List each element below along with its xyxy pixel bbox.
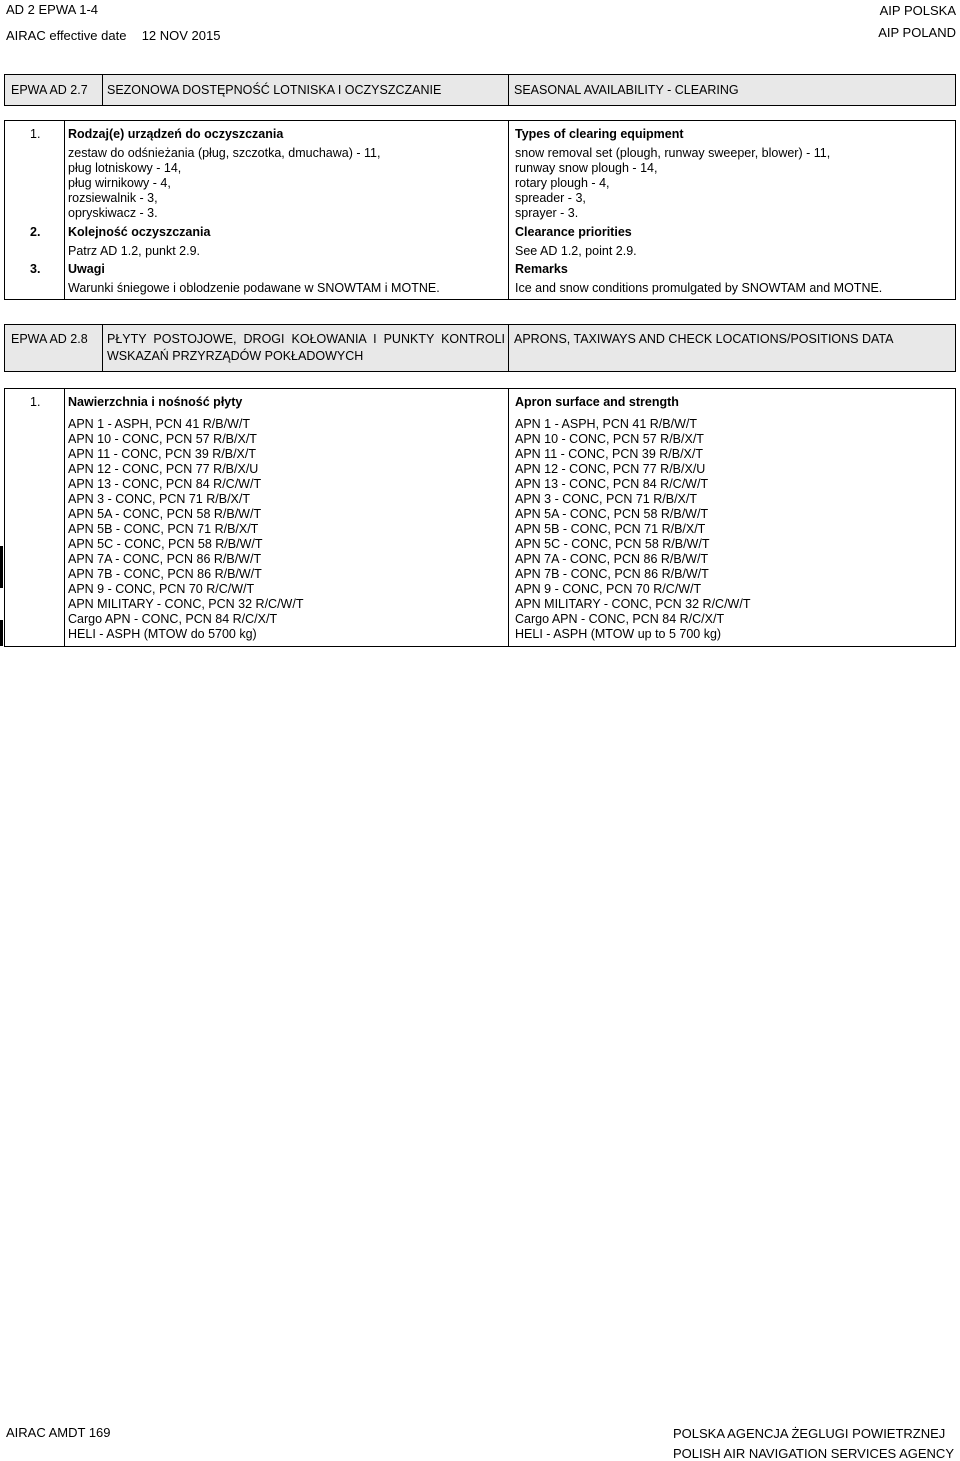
list-item: APN 5A - CONC, PCN 58 R/B/W/T [515,507,709,521]
apron-list-pl [68,417,303,642]
list-item: APN 11 - CONC, PCN 39 R/B/X/T [515,447,704,461]
list-item: APN 13 - CONC, PCN 84 R/C/W/T [515,477,709,491]
list-item: rotary plough - 4, [515,176,610,190]
list-item: APN 7B - CONC, PCN 86 R/B/W/T [515,567,709,581]
apron-surface-heading-pl: Nawierzchnia i nośność płyty [68,395,243,409]
change-bar [0,546,3,588]
list-item: APN 7A - CONC, PCN 86 R/B/W/T [68,552,262,566]
aip-polska-label: AIP POLSKA [879,3,956,18]
clearance-priorities-heading-pl: Kolejność oczyszczania [68,225,211,239]
item-number: 3. [30,262,41,276]
list-item: APN 13 - CONC, PCN 84 R/C/W/T [68,477,262,491]
section-27-body [4,120,956,300]
list-item: runway snow plough - 14, [515,161,658,175]
section-27-code: EPWA AD 2.7 [11,83,88,97]
clearing-equipment-heading-en: Types of clearing equipment [515,127,684,141]
list-item: snow removal set (plough, runway sweeper, blower) - 11, [515,146,831,160]
remarks-text-en: Ice and snow conditions promulgated by SNOWTAM and MOTNE. [515,281,883,295]
section-28-title-pl-line-1: PŁYTY POSTOJOWE, DROGI KOŁOWANIA I PUNKTY KONTROLI [107,332,505,346]
list-item: APN 1 - ASPH, PCN 41 R/B/W/T [515,417,697,431]
list-item: APN 12 - CONC, PCN 77 R/B/X/U [515,462,706,476]
list-item: zestaw do odśnieżania (pług, szczotka, dmuchawa) - 11, [68,146,381,160]
airac-label: AIRAC effective date [6,28,127,43]
section-28-code: EPWA AD 2.8 [11,332,88,346]
list-item: opryskiwacz - 3. [68,206,158,220]
list-item: HELI - ASPH (MTOW do 5700 kg) [68,627,257,641]
list-item: APN 9 - CONC, PCN 70 R/C/W/T [68,582,255,596]
list-item: Cargo APN - CONC, PCN 84 R/C/X/T [68,612,278,626]
item-number: 1. [30,395,41,409]
list-item: APN 5C - CONC, PCN 58 R/B/W/T [68,537,263,551]
section-28-body [4,388,956,647]
document-id: AD 2 EPWA 1-4 [6,2,98,17]
list-item: APN 5B - CONC, PCN 71 R/B/X/T [68,522,259,536]
list-item: APN 3 - CONC, PCN 71 R/B/X/T [68,492,250,506]
remarks-heading-pl: Uwagi [68,262,105,276]
list-item: APN 5A - CONC, PCN 58 R/B/W/T [68,507,262,521]
footer-organization [673,1426,954,1461]
remarks-heading-en: Remarks [515,262,568,276]
clearance-priorities-text-pl: Patrz AD 1.2, punkt 2.9. [68,244,201,258]
aip-poland-label: AIP POLAND [878,25,956,40]
section-28-title-en: APRONS, TAXIWAYS AND CHECK LOCATIONS/POSITIONS DATA [514,332,894,346]
list-item: APN 9 - CONC, PCN 70 R/C/W/T [515,582,702,596]
list-item: APN 1 - ASPH, PCN 41 R/B/W/T [68,417,250,431]
list-item: Cargo APN - CONC, PCN 84 R/C/X/T [515,612,725,626]
clearing-equipment-list-pl [68,146,380,221]
list-item: spreader - 3, [515,191,586,205]
item-number: 1. [30,127,41,141]
remarks-text-pl: Warunki śniegowe i oblodzenie podawane w SNOWTAM i MOTNE. [68,281,440,295]
clearing-equipment-heading-pl: Rodzaj(e) urządzeń do oczyszczania [68,127,284,141]
list-item: HELI - ASPH (MTOW up to 5 700 kg) [515,627,722,641]
change-bar [0,620,3,646]
section-27-title-pl: SEZONOWA DOSTĘPNOŚĆ LOTNISKA I OCZYSZCZANIE [107,83,442,97]
list-item: pług lotniskowy - 14, [68,161,182,175]
list-item: rozsiewalnik - 3, [68,191,158,205]
list-item: APN 7B - CONC, PCN 86 R/B/W/T [68,567,262,581]
list-item: APN 12 - CONC, PCN 77 R/B/X/U [68,462,259,476]
list-item: APN 5C - CONC, PCN 58 R/B/W/T [515,537,710,551]
list-item: APN 7A - CONC, PCN 86 R/B/W/T [515,552,709,566]
apron-list-en [515,417,750,642]
section-28-title-pl [107,332,505,366]
list-item: APN MILITARY - CONC, PCN 32 R/C/W/T [515,597,751,611]
airac-date: 12 NOV 2015 [141,28,221,43]
section-28-title-pl-line-2: WSKAZAŃ PRZYRZĄDÓW POKŁADOWYCH [107,349,364,363]
section-27-title-en: SEASONAL AVAILABILITY - CLEARING [514,83,739,97]
item-number: 2. [30,225,41,239]
airac-effective-label [6,28,220,43]
apron-surface-heading-en: Apron surface and strength [515,395,679,409]
list-item: APN 10 - CONC, PCN 57 R/B/X/T [68,432,257,446]
list-item: APN 3 - CONC, PCN 71 R/B/X/T [515,492,697,506]
list-item: sprayer - 3. [515,206,579,220]
organization-name-en: POLISH AIR NAVIGATION SERVICES AGENCY [672,1446,954,1461]
clearing-equipment-list-en [515,146,830,221]
list-item: APN 11 - CONC, PCN 39 R/B/X/T [68,447,257,461]
clearance-priorities-heading-en: Clearance priorities [515,225,632,239]
list-item: APN MILITARY - CONC, PCN 32 R/C/W/T [68,597,304,611]
list-item: APN 10 - CONC, PCN 57 R/B/X/T [515,432,704,446]
section-28-header [4,324,956,372]
section-27-header [4,74,956,106]
list-item: APN 5B - CONC, PCN 71 R/B/X/T [515,522,706,536]
clearance-priorities-text-en: See AD 1.2, point 2.9. [515,244,637,258]
list-item: pług wirnikowy - 4, [68,176,171,190]
organization-name-pl: POLSKA AGENCJA ŻEGLUGI POWIETRZNEJ [672,1426,946,1441]
airac-amendment-number: AIRAC AMDT 169 [6,1425,111,1440]
